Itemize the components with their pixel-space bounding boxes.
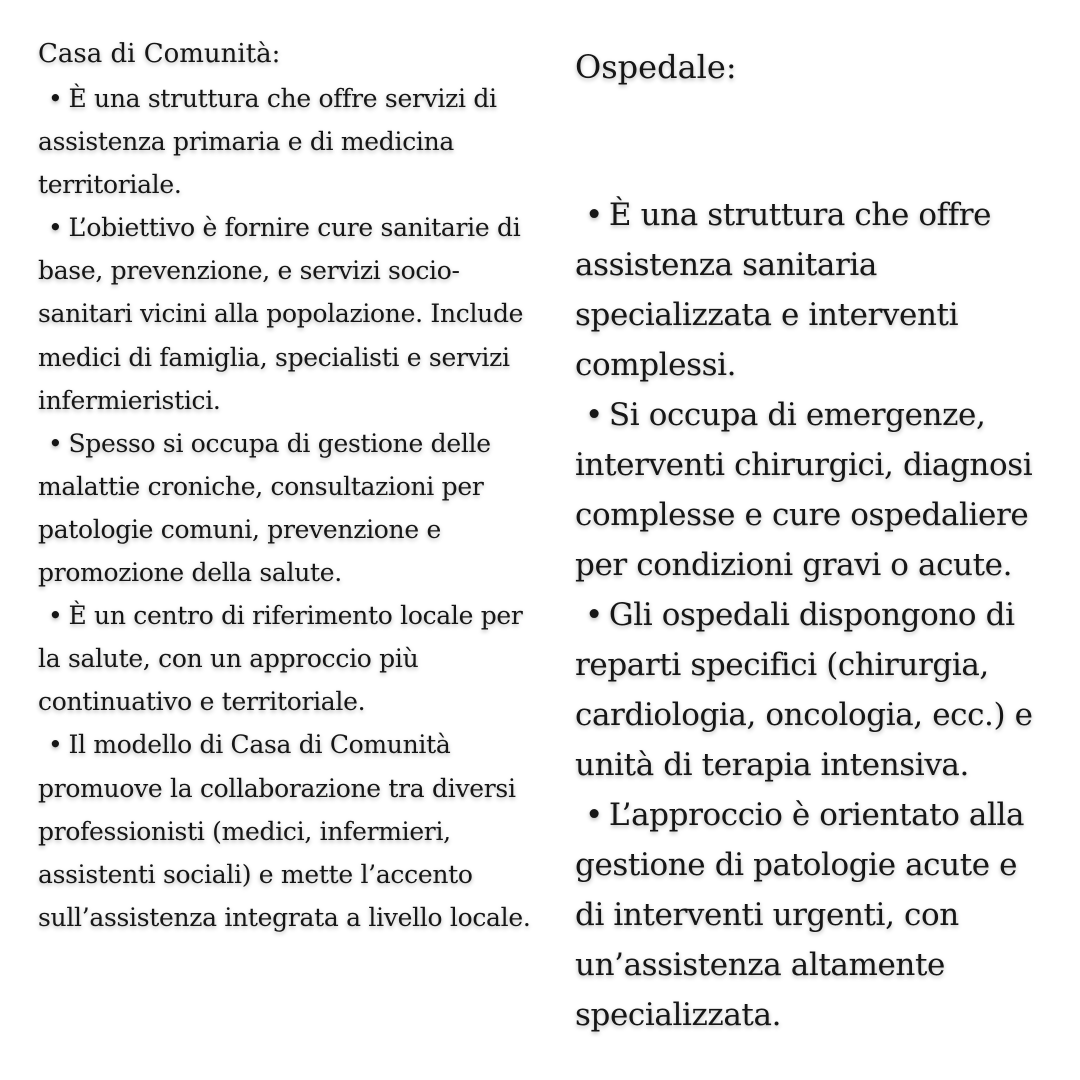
list-item-text: È una struttura che offre servizi di assistenza primaria e di medicina territoriale. [38, 84, 497, 200]
casa-di-comunita-title: Casa di Comunità: [38, 39, 281, 69]
list-item-text: Si occupa di emergenze, interventi chirurgici, diagnosi complesse e cure ospedaliere per condizioni gravi o acute. [575, 397, 1033, 583]
list-item [575, 390, 1055, 590]
list-item-text: È un centro di riferimento locale per la salute, con un approccio più continuativo e territoriale. [38, 601, 523, 717]
bullet-icon: • [48, 213, 63, 243]
bullet-icon: • [585, 797, 603, 833]
list-item-text: L’obiettivo è fornire cure sanitarie di base, prevenzione, e servizi socio-sanitari vicini alla popolazione. Include medici di famiglia, specialisti e servizi infermieristici. [38, 213, 524, 415]
bullet-icon: • [48, 428, 63, 458]
list-item [38, 723, 538, 938]
ospedale-title: Ospedale: [575, 48, 737, 86]
bullet-icon: • [585, 197, 603, 233]
list-item [38, 77, 538, 206]
list-item-text: L’approccio è orientato alla gestione di patologie acute e di interventi urgenti, con un’assistenza altamente specializzata. [575, 797, 1025, 1033]
ospedale-list [575, 190, 1055, 1040]
list-item [575, 190, 1055, 390]
bullet-icon: • [48, 84, 63, 113]
list-item-text: È una struttura che offre assistenza sanitaria specializzata e interventi complessi. [575, 197, 992, 383]
list-item-text: Gli ospedali dispongono di reparti specifici (chirurgia, cardiologia, oncologia, ecc.) e unità di terapia intensiva. [575, 597, 1033, 783]
list-item [575, 790, 1055, 1040]
list-item-text: Il modello di Casa di Comunità promuove la collaborazione tra diversi professionisti (medici, infermieri, assistenti sociali) e mette l’accento sull’assistenza integrata a livello locale. [38, 730, 531, 932]
list-item [38, 422, 538, 594]
bullet-icon: • [585, 397, 603, 433]
list-item-text: Spesso si occupa di gestione delle malattie croniche, consultazioni per patologie comuni, prevenzione e promozione della salute. [38, 428, 491, 588]
bullet-icon: • [48, 730, 63, 760]
bullet-icon: • [585, 597, 603, 633]
list-item [38, 594, 538, 723]
bullet-icon: • [48, 601, 63, 631]
casa-di-comunita-list [38, 77, 538, 939]
list-item [38, 206, 538, 421]
list-item [575, 590, 1055, 790]
